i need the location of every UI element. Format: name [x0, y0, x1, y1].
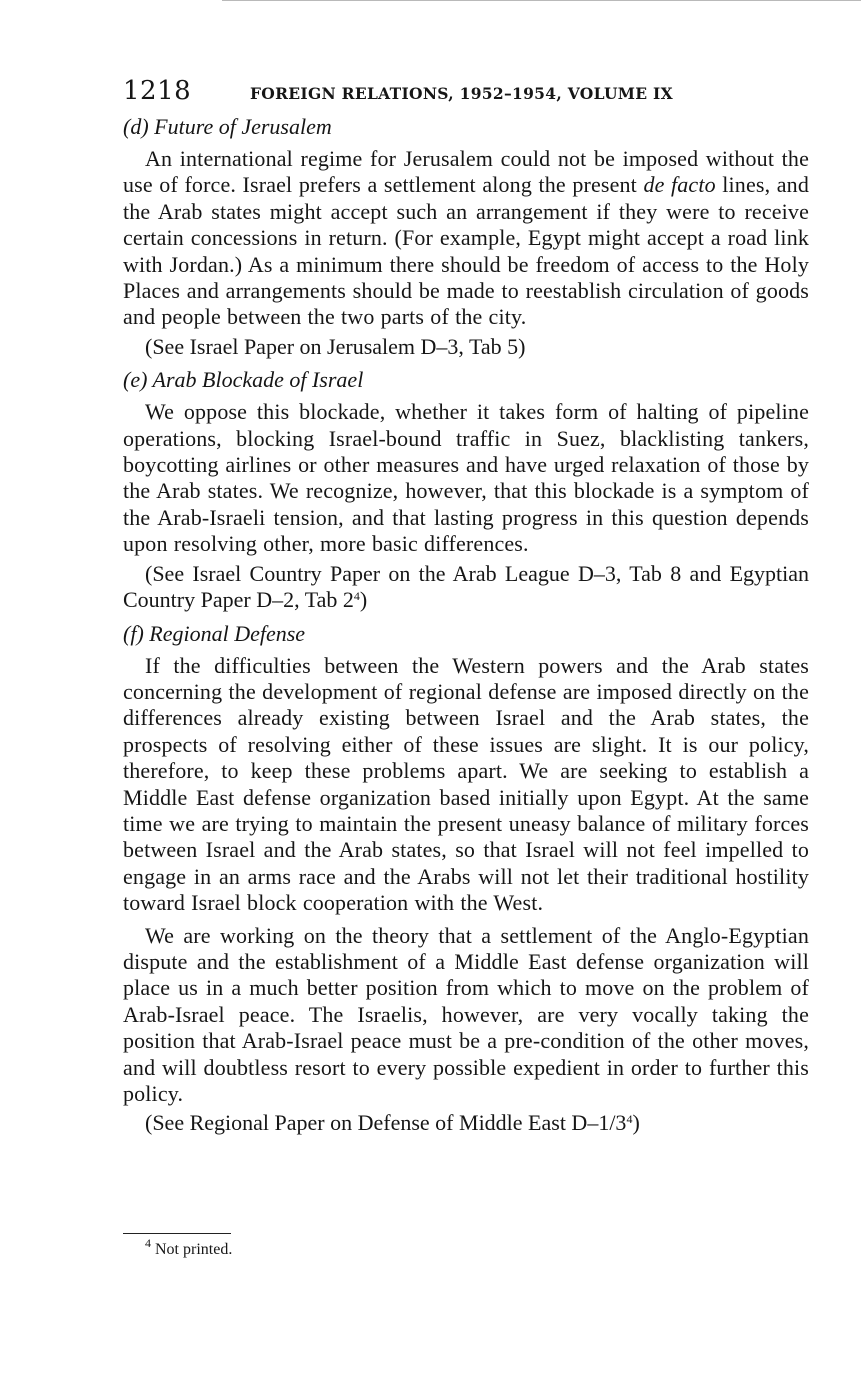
section-arab-blockade — [123, 367, 809, 613]
footnote-text: Not printed. — [151, 1241, 233, 1258]
section-future-of-jerusalem — [123, 114, 809, 360]
cross-reference — [123, 1110, 809, 1136]
cross-reference-text: (See Regional Paper on Defense of Middle East D–1/3 — [145, 1110, 627, 1136]
italic-term: de facto — [643, 172, 716, 198]
cross-reference-end: ) — [632, 1110, 640, 1136]
footnote-rule — [123, 1233, 231, 1234]
top-edge-rule — [222, 0, 861, 1]
paragraph: If the difficulties between the Western powers and the Arab states concerning the development of regional defense are imposed directly on the differences already existing between Israel and the Arab states, the prospects of resolving either of these issues are slight. It is our policy, therefore, to keep these problems apart. We are seeking to establish a Middle East defense organization based initially upon Egypt. At the same time we are trying to maintain the present uneasy balance of military forces between Israel and the Arab states, so that Israel will not feel impelled to engage in an arms race and the Arabs will not let their traditional hostility toward Israel block cooperation with the West. — [123, 652, 809, 916]
cross-reference-end: ) — [359, 587, 368, 613]
page-header — [123, 76, 809, 110]
paragraph: We are working on the theory that a settlement of the Anglo-Egyptian dispute and the establishment of a Middle East defense organization will place us in a much better position from which to move on the problem of Arab-Israel peace. The Israelis, however, are very vocally taking the position that Arab-Israel peace must be a pre-condition of the other moves, and will doubtless resort to every possible expedient in order to further this policy. — [123, 922, 809, 1106]
section-heading: (e) Arab Blockade of Israel — [123, 367, 364, 393]
section-heading: (d) Future of Jerusalem — [123, 114, 332, 139]
footnote-number: 4 — [145, 1236, 151, 1250]
paragraph — [123, 146, 809, 331]
cross-reference — [123, 561, 809, 614]
section-regional-defense — [123, 621, 809, 1137]
footnote — [145, 1236, 233, 1259]
paragraph-text: An international regime for Jerusalem could not be imposed without the use of force. Israel prefers a settlement along the present — [123, 146, 809, 198]
section-heading: (f) Regional Defense — [123, 620, 306, 646]
paragraph-text: lines, and the Arab states might accept such an arrangement if they were to receive certain concessions in return. (For example, Egypt might accept a road link with Jordan.) As a minimum there should be freedom of access to the Holy Places and arrangements should be made to reestablish circulation of goods and people between the two parts of the city. — [123, 172, 809, 330]
cross-reference: (See Israel Paper on Jerusalem D–3, Tab 5) — [145, 333, 526, 359]
footnote-marker: 4 — [626, 1112, 633, 1127]
document-page — [123, 76, 809, 1144]
paragraph: We oppose this blockade, whether it takes form of halting of pipeline operations, blocking Israel-bound traffic in Suez, blacklisting tankers, boycotting airlines or other measures and have urged relaxation of those by the Arab states. We recognize, however, that this blockade is a symptom of the Arab-Israeli tension, and that lasting progress in this question depends upon resolving other, more basic differences. — [123, 399, 809, 557]
cross-reference-text: (See Israel Country Paper on the Arab League D–3, Tab 8 and Egyptian Country Paper D–2, Tab 2 — [123, 560, 809, 613]
page-number: 1218 — [123, 76, 192, 106]
footnote-marker: 4 — [353, 589, 360, 604]
running-title: FOREIGN RELATIONS, 1952–1954, VOLUME IX — [250, 84, 673, 103]
